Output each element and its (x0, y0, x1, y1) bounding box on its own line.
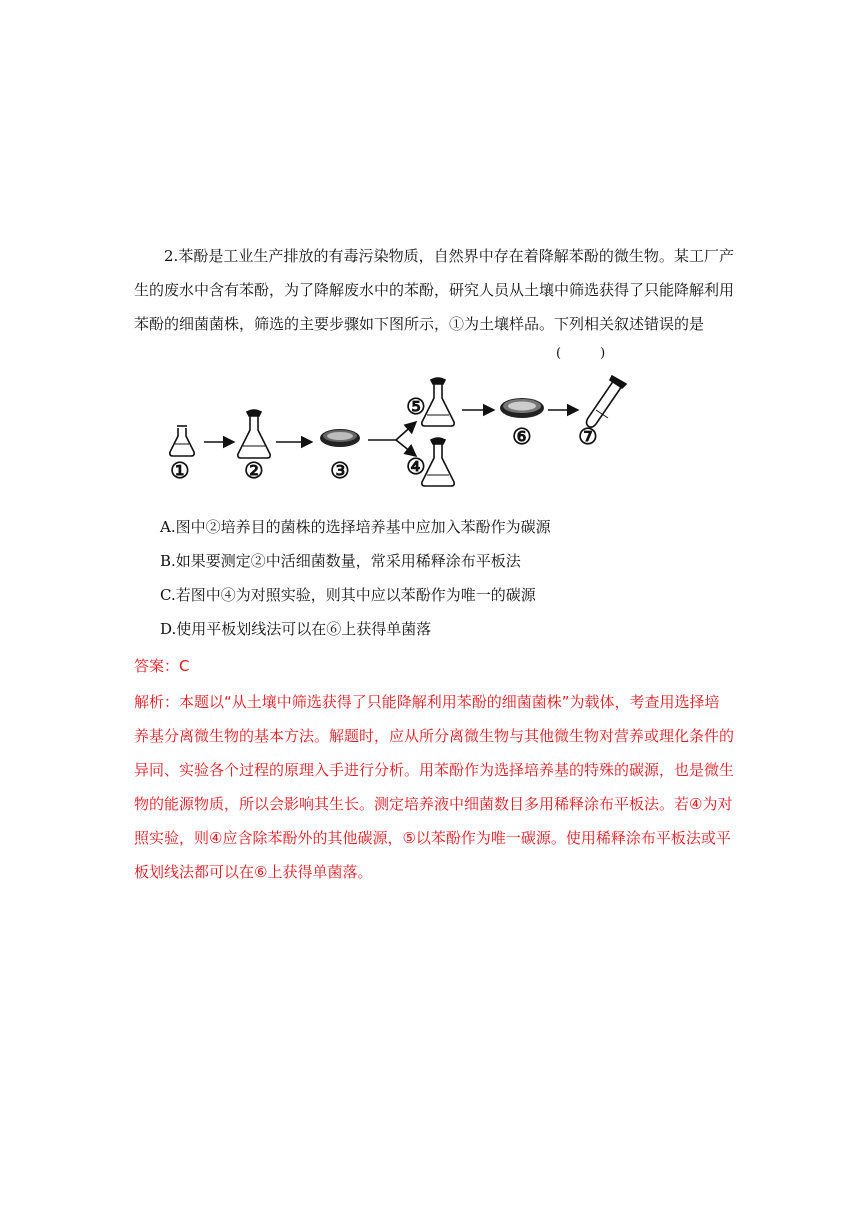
petri-dish-3 (320, 429, 360, 447)
soil-sample-flask (170, 426, 194, 456)
label-1: ① (170, 458, 190, 484)
label-7: ⑦ (578, 424, 598, 450)
option-c: C.若图中④为对照实验，则其中应以苯酚作为唯一的碳源 (160, 586, 536, 604)
arrow-to-5 (396, 422, 416, 440)
label-3: ③ (330, 458, 350, 484)
analysis-paragraph: 解析：本题以“从土壤中筛选获得了只能降解利用苯酚的细菌菌株”为载体，考查用选择培养基分离微生物的基本方法。解题时，应从所分离微生物与其他微生物对营养或理化条件的异同、实验各个过程的原理入手进行分析。用苯酚作为选择培养基的特殊的碳源，也是微生物的能源物质，所以会影响其生长。测定培养液中细菌数目多用稀释涂布平板法。若④为对照实验，则④应含除苯酚外的其他碳源，⑤以苯酚作为唯一碳源。使用稀释涂布平板法或平板划线法都可以在⑥上获得单菌落。 (134, 693, 735, 881)
petri-dish-6 (500, 398, 544, 418)
label-2: ② (244, 458, 264, 484)
culture-flask-2 (238, 410, 270, 458)
label-6: ⑥ (512, 424, 532, 450)
answer-blank: ( ) (556, 346, 606, 361)
option-a: A.图中②培养目的菌株的选择培养基中应加入苯酚作为碳源 (160, 518, 551, 536)
culture-flask-5 (422, 378, 454, 426)
slant-test-tube-7 (587, 376, 627, 427)
option-d: D.使用平板划线法可以在⑥上获得单菌落 (160, 620, 432, 638)
answer-line: 答案：C (134, 657, 190, 675)
question-text: 2.苯酚是工业生产排放的有毒污染物质，自然界中存在着降解苯酚的微生物。某工厂产生的废水中含有苯酚，为了降解废水中的苯酚，研究人员从土壤中筛选获得了只能降解利用苯酚的细菌菌株，筛选的主要步骤如下图所示，①为土壤样品。下列相关叙述错误的是 (134, 247, 735, 333)
culture-flask-4 (422, 438, 454, 486)
label-4: ④ (406, 454, 426, 480)
option-b: B.如果要测定②中活细菌数量，常采用稀释涂布平板法 (160, 552, 521, 570)
label-5: ⑤ (406, 394, 426, 420)
screening-steps-diagram (160, 372, 640, 492)
